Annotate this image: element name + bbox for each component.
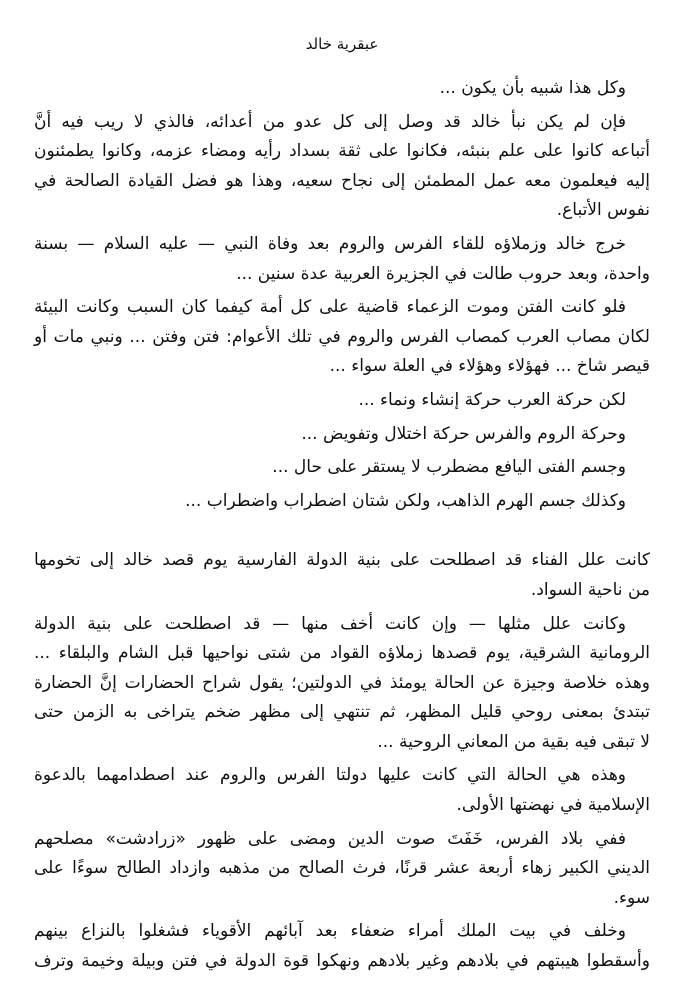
text-line: وهذه خلاصة وجيزة عن الحالة يومئذ في الدولتين؛ يقول شراح الحضارات إنَّ الحضارة — [34, 672, 650, 693]
paragraph — [34, 293, 650, 382]
text-line: كانت علل الفناء قد اصطلحت على بنية الدولة الفارسية يوم قصد خالد إلى تخومها — [34, 550, 650, 571]
paragraph — [34, 230, 650, 289]
book-page — [34, 0, 650, 1000]
text-line: وخلف في بيت الملك أمراء ضعفاء بعد آبائهم الأقوياء فشغلوا بالنزاع بينهم — [34, 921, 626, 942]
text-block-1 — [34, 74, 650, 516]
text-line: أتباعه كانوا على علم بنبئه، فكانوا على ثقة بسداد رأيه ومضاء عزمه، وكانوا يطمئنون — [34, 141, 650, 162]
paragraph — [34, 420, 650, 450]
text-line: الإسلامية في نهضتها الأولى. — [456, 795, 650, 816]
text-line: وأسقطوا هيبتهم في بلادهم وغير بلادهم ونهكوا قوة الدولة في فتن وبيلة وخيمة وترف — [34, 951, 650, 972]
paragraph — [34, 825, 650, 914]
paragraph — [34, 610, 650, 758]
text-line: واحدة، وبعد حروب طالت في الجزيرة العربية عدة سنين ... — [236, 263, 650, 284]
text-line: خرج خالد وزملاؤه للقاء الفرس والروم بعد وفاة النبي — عليه السلام — بسنة — [34, 233, 626, 254]
paragraph — [34, 386, 650, 416]
text-line: ففي بلاد الفرس، خَفَتَ صوت الدين ومضى على ظهور «زرادشت» مصلحهم — [34, 828, 626, 849]
text-line: إليه فيعلمون معه عمل المطمئن إلى نجاح سعيه، وهذا هو فضل القيادة الصالحة في — [34, 170, 650, 191]
running-head: عبقرية خالد — [305, 35, 379, 53]
text-line: وهذه هي الحالة التي كانت عليها دولتا الفرس والروم عند اصطدامهما بالدعوة — [34, 765, 626, 786]
text-line: وكل هذا شبيه بأن يكون ... — [439, 78, 626, 98]
text-line: لكن حركة العرب حركة إنشاء ونماء ... — [358, 389, 626, 410]
text-line: قيصر شاخ ... فهؤلاء وهؤلاء في العلة سواء ... — [329, 356, 650, 377]
paragraph — [34, 546, 650, 605]
text-line: وكذلك جسم الهرم الذاهب، ولكن شتان اضطراب واضطراب ... — [185, 490, 626, 511]
text-line: وحركة الروم والفرس حركة اختلال وتفويض ... — [301, 423, 626, 444]
text-line: من ناحية السواد. — [530, 579, 650, 600]
paragraph — [34, 108, 650, 226]
section-break — [34, 520, 650, 546]
text-line: تبتدئ بمعنى روحي قليل المظهر، ثم تنتهي إلى مظهر ضخم يتراخى به الزمن حتى — [34, 702, 650, 723]
paragraph — [34, 453, 650, 483]
text-line: الرومانية الشرقية، يوم قصدها زملاؤه القواد من شتى نواحيها قبل الشام والبلقاء ... — [34, 643, 650, 664]
text-line: لكان مصاب العرب كمصاب الفرس والروم في تلك الأعوام: فتن وفتن ... ونبي مات أو — [34, 326, 650, 347]
paragraph — [34, 917, 650, 976]
text-line: نفوس الأتباع. — [556, 200, 650, 221]
text-line: سوء. — [613, 887, 650, 908]
paragraph — [34, 74, 650, 104]
text-block-2 — [34, 546, 650, 976]
text-line: وكانت علل مثلها — وإن كانت أخف منها — قد اصطلحت على بنية الدولة — [34, 613, 626, 634]
text-line: فلو كانت الفتن وموت الزعماء قاضية على كل أمة كيفما كان السبب وكانت البيئة — [34, 297, 626, 318]
paragraph — [34, 761, 650, 820]
text-line: وجسم الفتى اليافع مضطرب لا يستقر على حال ... — [272, 457, 626, 478]
paragraph — [34, 487, 650, 517]
text-line: فإن لم يكن نبأ خالد قد وصل إلى كل عدو من أعدائه، فالذي لا ريب فيه أنَّ — [34, 111, 626, 132]
text-line: لا تبقى فيه بقية من المعاني الروحية ... — [377, 731, 650, 752]
text-line: الديني الكبير زهاء أربعة عشر قرنًا، فرث الصالح من مذهبه وازداد الطالح سوءًا على — [34, 858, 650, 879]
